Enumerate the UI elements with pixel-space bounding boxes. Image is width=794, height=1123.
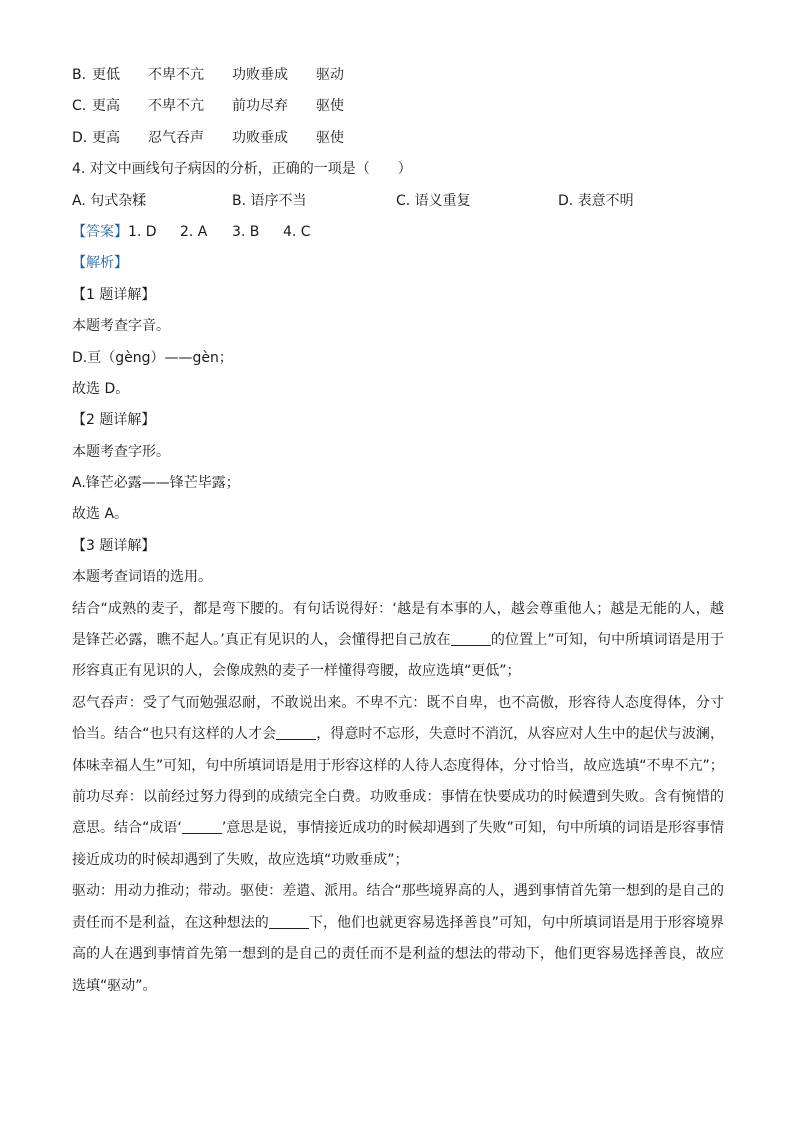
option-word-3: 前功尽弃 xyxy=(232,98,288,115)
paragraph-text: 的位置上”可知，句中所填词语是用于形容真正有见识的人，会像成熟的麦子一样懂得弯腰，故应选填“更低”； xyxy=(72,632,724,680)
detail-3-heading: 【3 题详解】 xyxy=(72,537,156,554)
q4-option-d: D. 表意不明 xyxy=(558,192,634,209)
option-letter: D. xyxy=(72,129,88,146)
option-word-4: 驱使 xyxy=(316,98,344,115)
paragraph-text: ，得意时不忘形，失意时不消沉，从容应对人生中的起伏与波澜，体味幸福人生”可知，句中所填词语是用于形容这样的人待人态度得体，分寸恰当，故应选填“不卑不亢”； xyxy=(72,726,724,774)
option-word-2: 不卑不亢 xyxy=(148,98,204,115)
option-word-1: 更低 xyxy=(92,67,120,83)
option-word-2: 不卑不亢 xyxy=(148,67,204,83)
option-word-1: 更高 xyxy=(92,98,120,115)
paragraph-text: 忍气吞声：受了气而勉强忍耐，不敢说出来。不卑不亢：既不自卑，也不高傲，形容待人态度得体，分寸恰当。结合“也只有这样的人才会 xyxy=(72,694,724,743)
option-c xyxy=(72,91,724,122)
answer-4: 4. C xyxy=(283,223,311,240)
answer-3: 3. B xyxy=(232,223,260,240)
paragraph-text: ’意思是说，事情接近成功的时候却遇到了失败”可知，句中所填的词语是形容事情接近成功的时候却遇到了失败，故应选填“功败垂成”； xyxy=(72,820,724,868)
paragraph-text: 驱动：用动力推动；带动。驱使：差遣、派用。结合“那些境界高的人，遇到事情首先第一想到的是自己的责任而不是利益，在这种想法的 xyxy=(72,883,724,931)
option-letter: C. xyxy=(72,98,87,115)
detail-2-line: A.锋芒必露——锋芒毕露； xyxy=(72,475,240,492)
fill-blank xyxy=(276,725,316,740)
detail-1-heading: 【1 题详解】 xyxy=(72,286,156,303)
option-word-3: 功败垂成 xyxy=(232,67,288,83)
detail-2-line: 本题考查字形。 xyxy=(72,443,170,460)
q4-option-b: B. 语序不当 xyxy=(232,192,307,209)
fill-blank xyxy=(182,819,222,834)
detail-3-paragraph xyxy=(72,688,724,782)
option-word-1: 更高 xyxy=(92,129,120,146)
fill-blank xyxy=(451,631,491,646)
option-word-4: 驱动 xyxy=(316,67,344,83)
detail-3-paragraph xyxy=(72,594,724,688)
detail-2-line: 故选 A。 xyxy=(72,506,129,523)
answer-tag: 【答案】 xyxy=(72,223,128,240)
q4-option-a: A. 句式杂糅 xyxy=(72,192,147,209)
question-4-stem: 4. 对文中画线句子病因的分析，正确的一项是（ ） xyxy=(72,161,412,178)
analysis-tag: 【解析】 xyxy=(72,255,128,272)
option-b xyxy=(72,60,724,91)
paragraph-text: 下，他们也就更容易选择善良”可知，句中所填词语是用于形容境界高的人在遇到事情首先第一想到的是自己的责任而不是利益的想法的带动下，他们更容易选择善良，故应选填“驱动”。 xyxy=(72,914,724,994)
detail-1-line: 故选 D。 xyxy=(72,380,130,397)
option-d xyxy=(72,123,724,154)
option-word-4: 驱使 xyxy=(316,129,344,146)
option-letter: B. xyxy=(72,67,87,83)
answer-2: 2. A xyxy=(180,223,208,240)
q4-option-c: C. 语义重复 xyxy=(396,192,471,209)
detail-2-heading: 【2 题详解】 xyxy=(72,412,156,429)
option-word-2: 忍气吞声 xyxy=(148,129,204,146)
detail-1-line: 本题考查字音。 xyxy=(72,318,170,335)
detail-3-paragraph xyxy=(72,876,724,1002)
detail-3-line: 本题考查词语的选用。 xyxy=(72,569,212,586)
option-word-3: 功败垂成 xyxy=(232,129,288,146)
document-page xyxy=(72,60,724,1002)
detail-3-paragraph xyxy=(72,782,724,876)
fill-blank xyxy=(269,914,309,929)
detail-1-line: D.亘（gèng）——gèn； xyxy=(72,349,233,366)
paragraph-text: 结合“成熟的麦子，都是弯下腰的。有句话说得好：‘越是有本事的人，越会尊重他人；越是无能的人，越是锋芒必露，瞧不起人。’真正有见识的人，会懂得把自己放在 xyxy=(72,600,724,649)
answer-1: 1. D xyxy=(128,223,157,240)
answer-line xyxy=(72,217,724,248)
question-4-options xyxy=(72,186,724,217)
paragraph-text: 前功尽弃：以前经过努力得到的成绩完全白费。功败垂成：事情在快要成功的时候遭到失败。含有惋惜的意思。结合“成语‘ xyxy=(72,789,724,837)
